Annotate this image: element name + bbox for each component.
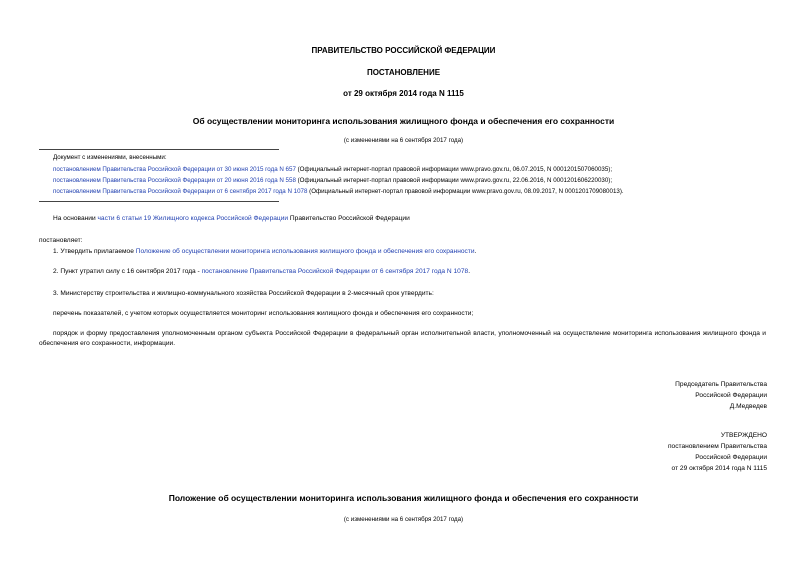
approval-stamp: УТВЕРЖДЕНО [720,432,767,439]
amended-note: (с изменениями на 6 сентября 2017 года) [343,137,464,144]
paragraph-3: 3. Министерству строительства и жилищно-коммунального хозяйства Российской Федерации в 2-месячный срок утвердить: [53,290,434,297]
appendix-amended-note: (с изменениями на 6 сентября 2017 года) [343,516,464,523]
paragraph-1 [53,248,476,255]
basis-suffix: Правительство Российской Федерации [288,215,410,222]
amendment-source: (Официальный интернет-портал правовой информации www.pravo.gov.ru, 22.06.2016, N 0001201606220030); [295,177,613,184]
amendment-link[interactable]: постановлением Правительства Российской Федерации от 30 июня 2015 года N 657 [53,166,296,173]
divider-top [39,149,279,150]
basis-prefix: На основании [53,215,98,222]
approval-line-2: постановлением Правительства [667,443,767,450]
paragraph-2 [53,268,470,275]
signature-name: Д.Медведев [729,403,767,410]
amendment-link[interactable]: постановлением Правительства Российской Федерации от 20 июня 2016 года N 558 [53,177,296,184]
regulation-link[interactable]: Положение об осуществлении мониторинга использования жилищного фонда и обеспечения его сохранности [135,248,475,255]
document-type-heading: ПОСТАНОВЛЕНИЕ [366,68,441,77]
amendments-intro: Документ с изменениями, внесенными: [53,154,167,161]
p1-prefix: 1. Утвердить прилагаемое [53,248,136,255]
amendment-link[interactable]: постановлением Правительства Российской Федерации от 6 сентября 2017 года N 1078 [53,188,308,195]
signature-position: Председатель Правительства [675,381,767,388]
decrees-word: постановляет: [39,237,83,244]
document-title: Об осуществлении мониторинга использования жилищного фонда и обеспечения его сохранности [192,116,615,126]
housing-code-link[interactable]: части 6 статьи 19 Жилищного кодекса Российской Федерации [97,215,289,222]
divider-bottom [39,201,279,202]
p2-suffix: . [468,268,471,275]
resolution-1078-link[interactable]: постановление Правительства Российской Федерации от 6 сентября 2017 года N 1078 [201,268,469,275]
amendment-item [53,188,624,195]
approval-line-4: от 29 октября 2014 года N 1115 [671,465,767,472]
p1-suffix: . [474,248,477,255]
basis-paragraph [53,215,410,222]
amendment-source: (Официальный интернет-портал правовой информации www.pravo.gov.ru, 06.07.2015, N 0001201507060035); [295,166,613,173]
amendment-source: (Официальный интернет-портал правовой информации www.pravo.gov.ru, 08.09.2017, N 0001201709080013). [307,188,624,195]
amendment-item [53,177,612,184]
document-date-number: от 29 октября 2014 года N 1115 [343,89,464,98]
amendment-item [53,166,612,173]
appendix-title: Положение об осуществлении мониторинга использования жилищного фонда и обеспечения его сохранности [168,493,639,503]
p2-prefix: 2. Пункт утратил силу с 16 сентября 2017 года - [53,268,202,275]
paragraph-3b: порядок и форму предоставления уполномоченным органом субъекта Российской Федерации в федеральный орган исполнительной власти, уполномоченный на осуществление мониторинга использования жилищного фонда и обеспечения его сохранности, информации. [39,330,766,347]
signature-body: Российской Федерации [695,392,767,399]
paragraph-3a: перечень показателей, с учетом которых осуществляется мониторинг использования жилищного фонда и обеспечения его сохранности; [53,310,474,317]
government-heading: ПРАВИТЕЛЬСТВО РОССИЙСКОЙ ФЕДЕРАЦИИ [311,46,496,55]
approval-line-3: Российской Федерации [695,454,767,461]
